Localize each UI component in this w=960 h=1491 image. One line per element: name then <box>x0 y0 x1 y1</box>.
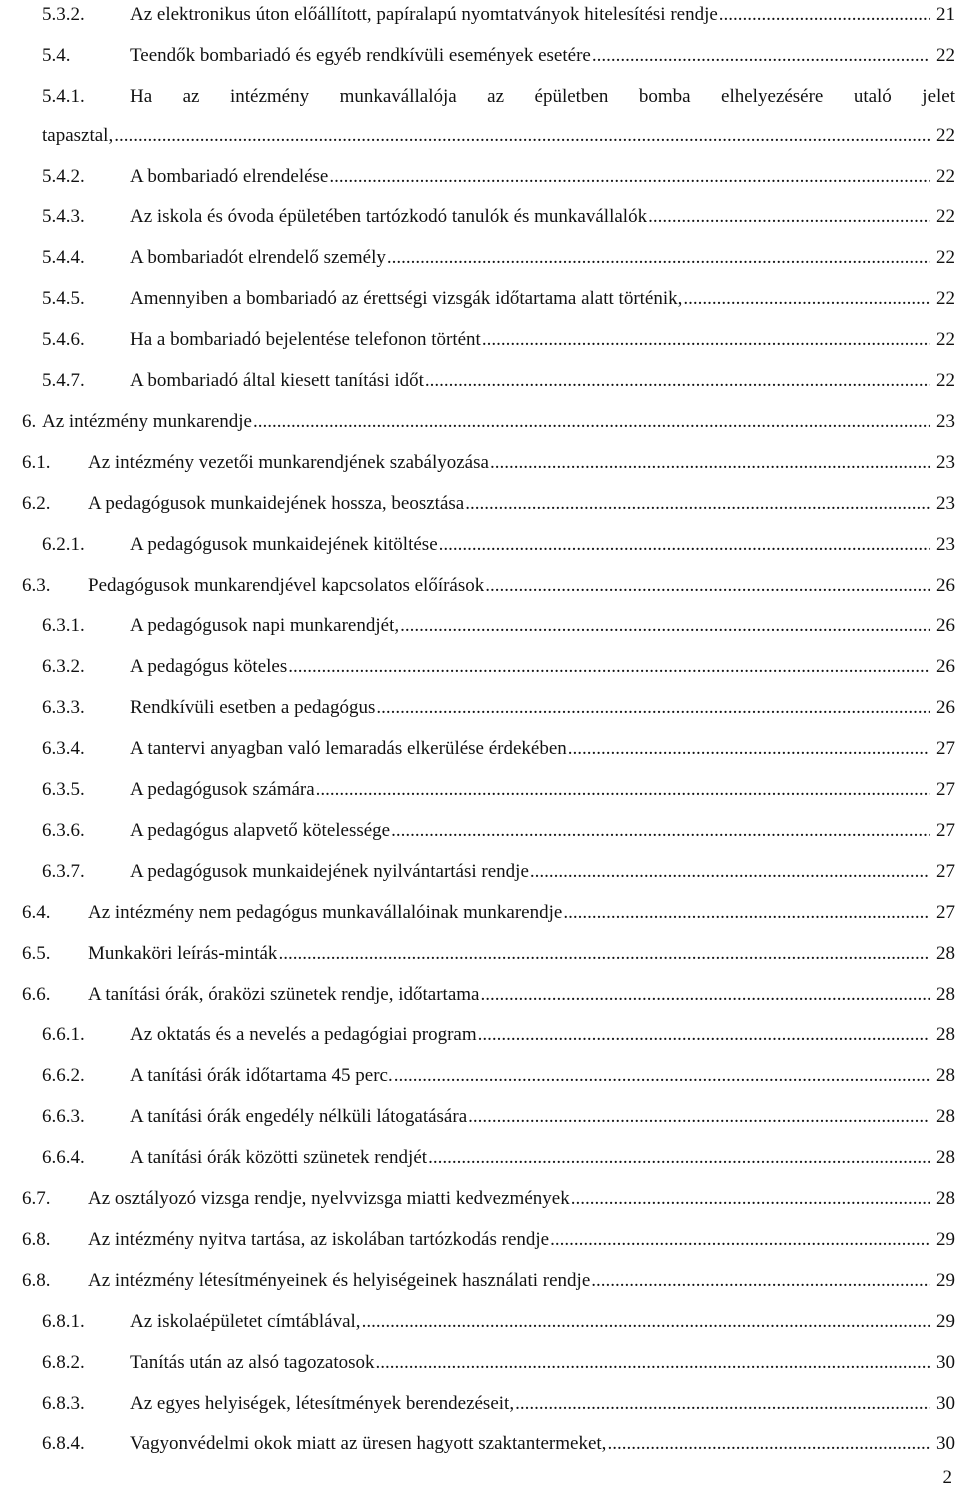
leader-dots <box>568 734 930 764</box>
toc-entry[interactable] <box>22 571 955 601</box>
toc-entry-number: 6.6.2. <box>42 1065 85 1087</box>
leader-dots <box>376 1348 930 1378</box>
toc-entry-title: Az egyes helyiségek, létesítmények berendezéseit, <box>130 1392 515 1414</box>
toc-entry-title: A pedagógusok számára <box>130 779 315 801</box>
toc-entry[interactable] <box>42 652 955 682</box>
toc-entry-number: 6.5. <box>22 942 51 964</box>
toc-entry-page: 28 <box>936 1147 955 1169</box>
toc-entry-number: 6.8.2. <box>42 1351 85 1373</box>
toc-entry-page: 28 <box>936 1188 955 1210</box>
leader-dots <box>114 121 930 151</box>
toc-entry-title: A tanítási órák közötti szünetek rendjét <box>130 1147 428 1169</box>
leader-dots <box>362 1307 930 1337</box>
leader-dots <box>485 571 930 601</box>
toc-entry-title: Ha az intézmény munkavállalója az épületben bomba elhelyezésére utaló jelet <box>130 85 955 107</box>
toc-entry-page: 29 <box>936 1310 955 1332</box>
toc-entry-title: Az intézmény nem pedagógus munkavállalóinak munkarendje <box>88 901 563 923</box>
leader-dots <box>329 162 930 192</box>
toc-entry-page: 22 <box>936 370 955 392</box>
leader-dots <box>607 1429 930 1459</box>
toc-entry-title: A pedagógus alapvető kötelessége <box>130 819 391 841</box>
leader-dots <box>439 530 930 560</box>
toc-entry-number: 6.6.3. <box>42 1106 85 1128</box>
toc-entry-page: 26 <box>936 574 955 596</box>
toc-entry-title: A pedagógusok napi munkarendjét, <box>130 615 400 637</box>
toc-entry-number: 6.8.3. <box>42 1392 85 1414</box>
toc-entry-page: 26 <box>936 697 955 719</box>
leader-dots <box>468 1102 930 1132</box>
toc-entry-number: 5.3.2. <box>42 4 85 25</box>
toc-entry-number: 5.4.4. <box>42 247 85 269</box>
toc-entry[interactable] <box>42 243 955 273</box>
toc-entry-title: Az intézmény vezetői munkarendjének szabályozása <box>88 451 489 473</box>
leader-dots <box>515 1389 930 1419</box>
toc-entry-title-continuation: tapasztal, <box>42 124 114 146</box>
toc-entry-page: 22 <box>936 329 955 351</box>
leader-dots <box>571 1184 930 1214</box>
toc-entry[interactable] <box>42 366 955 396</box>
toc-entry-page: 22 <box>936 206 955 228</box>
toc-entry[interactable] <box>42 202 955 232</box>
toc-entry[interactable] <box>42 816 955 846</box>
toc-entry-title: Munkaköri leírás-minták <box>88 942 278 964</box>
toc-entry-number: 6.2. <box>22 492 51 514</box>
toc-entry-title: Az iskolaépületet címtáblával, <box>130 1310 361 1332</box>
toc-entry-page: 23 <box>936 410 955 432</box>
toc-entry-page: 22 <box>936 247 955 269</box>
toc-entry-title: Az iskola és óvoda épületében tartózkodó tanulók és munkavállalók <box>130 206 648 228</box>
toc-entry-title: A pedagógusok munkaidejének nyilvántartási rendje <box>130 860 529 882</box>
toc-entry-title: A tanítási órák, óraközi szünetek rendje, időtartama <box>88 983 480 1005</box>
toc-entry-number: 6.3.2. <box>42 656 85 678</box>
toc-entry-title: Az intézmény létesítményeinek és helyiségeinek használati rendje <box>88 1269 591 1291</box>
toc-entry-title: A tantervi anyagban való lemaradás elkerülése érdekében <box>130 738 567 760</box>
toc-entry-title: A tanítási órák időtartama 45 perc. <box>130 1065 393 1087</box>
toc-entry-number: 6.3.6. <box>42 819 85 841</box>
toc-entry[interactable] <box>42 734 955 764</box>
leader-dots <box>400 611 930 641</box>
leader-dots <box>719 0 930 30</box>
leader-dots <box>387 243 930 273</box>
toc-entry-number: 6.8. <box>22 1228 51 1250</box>
leader-dots <box>478 1020 930 1050</box>
toc-entry[interactable] <box>22 980 955 1010</box>
toc-entry-page: 28 <box>936 983 955 1005</box>
leader-dots <box>376 693 930 723</box>
toc-entry-title: A pedagógusok munkaidejének kitöltése <box>130 533 438 555</box>
toc-entry[interactable] <box>22 1225 955 1255</box>
toc-entry[interactable] <box>22 898 955 928</box>
toc-entry[interactable] <box>42 1102 955 1132</box>
toc-entry-title: Az osztályozó vizsga rendje, nyelvvizsga miatti kedvezmények <box>88 1188 570 1210</box>
toc-entry-number: 6.8.1. <box>42 1310 85 1332</box>
toc-entry-page: 23 <box>936 451 955 473</box>
toc-entry-number: 6.7. <box>22 1188 51 1210</box>
toc-entry-page: 28 <box>936 942 955 964</box>
toc-entry-number: 5.4. <box>42 44 71 66</box>
toc-entry[interactable] <box>42 41 955 71</box>
toc-entry-page: 28 <box>936 1065 955 1087</box>
toc-entry-page: 27 <box>936 819 955 841</box>
leader-dots <box>253 407 930 437</box>
leader-dots <box>391 816 930 846</box>
toc-entry-page: 27 <box>936 901 955 923</box>
toc-entry-page: 22 <box>936 288 955 310</box>
toc-entry[interactable] <box>22 939 955 969</box>
toc-entry[interactable] <box>22 1266 955 1296</box>
leader-dots <box>316 775 930 805</box>
toc-entry[interactable] <box>42 284 955 314</box>
toc-entry[interactable] <box>42 693 955 723</box>
leader-dots <box>563 898 930 928</box>
toc-entry-title: Vagyonvédelmi okok miatt az üresen hagyott szaktantermeket, <box>130 1433 607 1455</box>
toc-entry-title: Ha a bombariadó bejelentése telefonon történt <box>130 329 481 351</box>
toc-entry[interactable] <box>42 162 955 192</box>
toc-entry-page: 27 <box>936 738 955 760</box>
leader-dots <box>465 489 930 519</box>
toc-entry-page: 28 <box>936 1106 955 1128</box>
toc-entry[interactable] <box>42 121 955 151</box>
toc-entry-page: 30 <box>936 1351 955 1373</box>
toc-entry-page: 23 <box>936 533 955 555</box>
leader-dots <box>683 284 930 314</box>
toc-entry-number: 6.4. <box>22 901 51 923</box>
toc-entry[interactable] <box>42 1143 955 1173</box>
toc-entry[interactable] <box>22 407 955 437</box>
toc-entry[interactable] <box>42 1061 955 1091</box>
toc-entry[interactable] <box>42 0 955 30</box>
toc-entry-title: Rendkívüli esetben a pedagógus <box>130 697 376 719</box>
toc-entry-page: 27 <box>936 779 955 801</box>
toc-entry-title: Pedagógusok munkarendjével kapcsolatos előírások <box>88 574 485 596</box>
toc-entry-page: 26 <box>936 615 955 637</box>
toc-entry-number: 6.8.4. <box>42 1433 85 1455</box>
leader-dots <box>278 939 930 969</box>
toc-entry-title: Az intézmény nyitva tartása, az iskolában tartózkodás rendje <box>88 1228 550 1250</box>
leader-dots <box>490 448 930 478</box>
toc-entry[interactable] <box>22 448 955 478</box>
leader-dots <box>425 366 930 396</box>
toc-entry-number: 6.3.5. <box>42 779 85 801</box>
toc-entry-page: 30 <box>936 1392 955 1414</box>
toc-entry-page: 30 <box>936 1433 955 1455</box>
toc-entry-page: 22 <box>936 165 955 187</box>
toc-entry-number: 5.4.1. <box>42 85 85 107</box>
toc-entry-number: 6.3.4. <box>42 738 85 760</box>
toc-entry-number: 6.8. <box>22 1269 51 1291</box>
toc-entry-number: 6.3.7. <box>42 860 85 882</box>
toc-entry-number: 6.3.3. <box>42 697 85 719</box>
toc-entry-title: Amennyiben a bombariadó az érettségi vizsgák időtartama alatt történik, <box>130 288 683 310</box>
leader-dots <box>591 1266 930 1296</box>
toc-entry-title: Tanítás után az alsó tagozatosok <box>130 1351 375 1373</box>
toc-entry[interactable] <box>42 1020 955 1050</box>
toc-entry-number: 5.4.3. <box>42 206 85 228</box>
toc-entry-number: 6.1. <box>22 451 51 473</box>
toc-entry[interactable] <box>42 1348 955 1378</box>
toc-entry[interactable] <box>42 530 955 560</box>
toc-entry-page: 26 <box>936 656 955 678</box>
toc-entry-title: Az intézmény munkarendje <box>42 410 252 432</box>
leader-dots <box>428 1143 930 1173</box>
toc-entry-number: 6.6.1. <box>42 1024 85 1046</box>
toc-entry-page: 22 <box>936 44 955 66</box>
toc-entry[interactable] <box>22 1184 955 1214</box>
toc-entry[interactable] <box>42 775 955 805</box>
toc-entry-title: A pedagógus köteles <box>130 656 288 678</box>
toc-entry[interactable] <box>42 857 955 887</box>
toc-entry[interactable] <box>42 611 955 641</box>
toc-entry-title: Az elektronikus úton előállított, papíralapú nyomtatványok hitelesítési rendje <box>130 4 718 25</box>
toc-entry[interactable] <box>42 1307 955 1337</box>
toc-entry-number: 5.4.2. <box>42 165 85 187</box>
toc-entry-title: A bombariadó által kiesett tanítási időt <box>130 370 424 392</box>
toc-entry[interactable] <box>42 325 955 355</box>
toc-entry[interactable] <box>42 1389 955 1419</box>
toc-entry-number: 5.4.7. <box>42 370 85 392</box>
toc-entry-number: 6.6.4. <box>42 1147 85 1169</box>
toc-entry-page: 22 <box>936 124 955 146</box>
leader-dots <box>530 857 930 887</box>
toc-entry-number: 6.2.1. <box>42 533 85 555</box>
leader-dots <box>550 1225 930 1255</box>
toc-entry-title: Teendők bombariadó és egyéb rendkívüli események esetére <box>130 44 591 66</box>
toc-entry-title: A bombariadót elrendelő személy <box>130 247 386 269</box>
toc-entry[interactable] <box>22 489 955 519</box>
leader-dots <box>592 41 930 71</box>
toc-entry-page: 27 <box>936 860 955 882</box>
leader-dots <box>648 202 930 232</box>
leader-dots <box>288 652 930 682</box>
toc-entry-number: 6.3. <box>22 574 51 596</box>
toc-entry-number: 5.4.5. <box>42 288 85 310</box>
toc-entry-title: A pedagógusok munkaidejének hossza, beosztása <box>88 492 465 514</box>
toc-entry-page: 29 <box>936 1269 955 1291</box>
toc-entry-line[interactable] <box>42 82 955 112</box>
leader-dots <box>482 325 930 355</box>
toc-entry-page: 29 <box>936 1228 955 1250</box>
toc-entry[interactable] <box>42 1429 955 1459</box>
toc-entry-page: 23 <box>936 492 955 514</box>
toc-entry-title: A bombariadó elrendelése <box>130 165 329 187</box>
leader-dots <box>480 980 930 1010</box>
page-number: 2 <box>942 1467 952 1488</box>
leader-dots <box>394 1061 930 1091</box>
toc-entry-number: 5.4.6. <box>42 329 85 351</box>
toc-entry-number: 6. <box>22 410 37 432</box>
toc-entry-number: 6.6. <box>22 983 51 1005</box>
toc-entry-page: 21 <box>936 4 955 25</box>
toc-entry-title: A tanítási órák engedély nélküli látogatására <box>130 1106 468 1128</box>
toc-entry-number: 6.3.1. <box>42 615 85 637</box>
toc-entry-title: Az oktatás és a nevelés a pedagógiai program <box>130 1024 477 1046</box>
toc-entry-page: 28 <box>936 1024 955 1046</box>
